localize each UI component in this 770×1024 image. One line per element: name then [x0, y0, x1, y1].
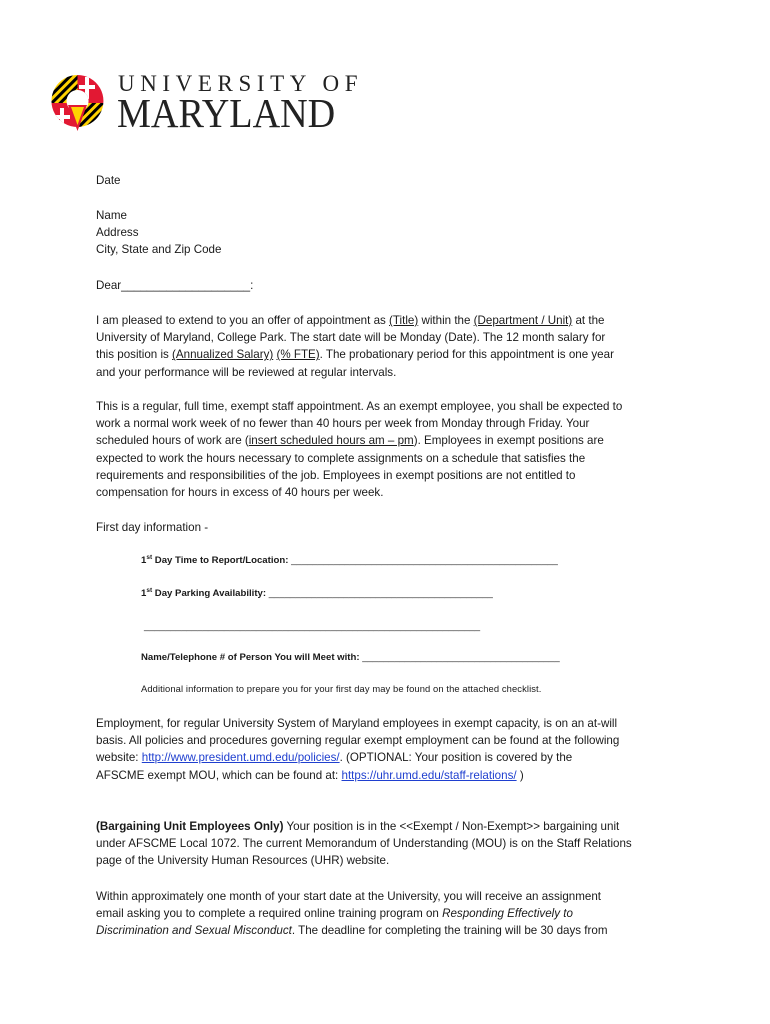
first-day-heading — [96, 519, 688, 536]
maryland-flag-seal-icon — [50, 73, 105, 133]
training-paragraph — [96, 888, 688, 940]
text-run: . The deadline for completing the training will be 30 days from — [291, 924, 608, 938]
at-will-line-3 — [96, 749, 688, 766]
staff-relations-link[interactable]: https://uhr.umd.edu/staff-relations/ — [341, 768, 517, 782]
parking-extra-blank — [144, 621, 480, 632]
training-line-1: Within approximately one month of your start date at the University, you will receive an assignment — [96, 890, 601, 903]
checklist-note: Additional information to prepare you for your first day may be found on the attached checklist. — [141, 683, 542, 694]
training-line-3 — [96, 922, 688, 939]
first-day-heading-text: First day information - — [96, 521, 209, 534]
training-title-part-1: Responding Effectively to — [442, 907, 573, 921]
ordinal-suffix: st — [146, 554, 153, 561]
at-will-line-4 — [96, 767, 688, 784]
date-text: Date — [96, 174, 121, 187]
training-title-part-2: Discrimination and Sexual Misconduct — [96, 924, 292, 938]
training-line-2 — [96, 905, 688, 922]
logo-university-of: UNIVERSITY OF — [118, 71, 364, 96]
salutation — [96, 277, 688, 294]
extra-blank-line: _______________________________________________________________ — [144, 621, 481, 632]
at-will-line-1: Employment, for regular University System of Maryland employees in exempt capacity, is on an at-will — [96, 717, 618, 730]
recipient-name: Name — [96, 209, 127, 222]
fte-placeholder: (% FTE) — [276, 348, 320, 362]
exempt-paragraph — [96, 398, 688, 501]
exempt-line-4: expected to work the hours necessary to complete assignments on a schedule that satisfies the — [96, 451, 586, 465]
ordinal-suffix: st — [146, 587, 153, 594]
department-placeholder: (Department / Unit) — [473, 314, 573, 327]
exempt-line-3 — [96, 432, 688, 449]
recipient-city: City, State and Zip Code — [96, 243, 222, 257]
text-run: this position is — [96, 348, 173, 362]
offer-line-1 — [96, 312, 688, 329]
bargaining-line-3: page of the University Human Resources (UHR) website. — [96, 854, 390, 868]
recipient-block — [96, 207, 688, 259]
text-run: ) — [516, 768, 524, 782]
report-time-field — [141, 555, 558, 566]
bargaining-line-2: under AFSCME Local 1072. The current Memorandum of Understanding (MOU) is on the Staff Relations — [96, 837, 632, 851]
report-time-blank: __________________________________________________ — [291, 555, 558, 566]
offer-line-2: University of Maryland, College Park. The start date will be Monday (Date). The 12 month salary for — [96, 331, 606, 345]
text-run: website: — [96, 751, 142, 765]
text-run: scheduled hours of work are ( — [96, 434, 249, 448]
logo-maryland: MARYLAND — [117, 90, 336, 136]
parking-blank: __________________________________________ — [268, 588, 493, 599]
at-will-paragraph — [96, 715, 688, 784]
bargaining-bold-label: (Bargaining Unit Employees Only) — [96, 820, 284, 833]
text-run: . (OPTIONAL: Your position is covered by the — [339, 751, 573, 765]
bargaining-line-1 — [96, 818, 688, 835]
text-run: within the — [418, 314, 474, 327]
contact-blank: _____________________________________ — [362, 652, 560, 663]
text-run: I am pleased to extend to you an offer of appointment as — [96, 314, 390, 327]
offer-line-3 — [96, 346, 688, 363]
text-run: at the — [572, 314, 605, 327]
contact-field — [141, 652, 560, 663]
exempt-line-1: This is a regular, full time, exempt staff appointment. As an exempt employee, you shall be expected to — [96, 400, 623, 413]
text-run: . The probationary period for this appointment is one year — [319, 348, 614, 362]
text-run: AFSCME exempt MOU, which can be found at: — [96, 768, 342, 782]
report-time-label: Day Time to Report/Location: — [152, 555, 292, 566]
title-placeholder: (Title) — [389, 314, 419, 327]
text-run: Your position is in the <<Exempt / Non-Exempt>> bargaining unit — [283, 820, 620, 833]
text-run: ). Employees in exempt positions are — [413, 434, 604, 448]
offer-line-4: and your performance will be reviewed at regular intervals. — [96, 365, 397, 379]
policies-link[interactable]: http://www.president.umd.edu/policies/ — [141, 751, 340, 765]
university-logo — [50, 70, 380, 140]
recipient-address: Address — [96, 226, 139, 240]
at-will-line-2: basis. All policies and procedures governing regular exempt employment can be found at the following — [96, 734, 620, 748]
text-run: email asking you to complete a required online training program on — [96, 907, 443, 921]
hours-placeholder: insert scheduled hours am – pm — [248, 434, 414, 448]
exempt-line-2: work a normal work week of no fewer than 40 hours per week from Monday through Friday. Your — [96, 417, 590, 431]
date-line — [96, 172, 688, 189]
bargaining-paragraph — [96, 818, 688, 870]
offer-paragraph — [96, 312, 688, 381]
salary-placeholder: (Annualized Salary) — [172, 348, 274, 362]
text-run: 1 — [141, 555, 147, 566]
text-run: 1 — [141, 588, 147, 599]
parking-field — [141, 588, 493, 599]
exempt-line-6: compensation for hours in excess of 40 hours per week. — [96, 486, 384, 500]
salutation-text: Dear____________________: — [96, 279, 254, 292]
parking-label: Day Parking Availability: — [152, 588, 269, 599]
exempt-line-5: requirements and responsibilities of the job. Employees in exempt positions are not entitled to — [96, 468, 576, 482]
contact-label: Name/Telephone # of Person You will Meet with: — [141, 652, 363, 663]
